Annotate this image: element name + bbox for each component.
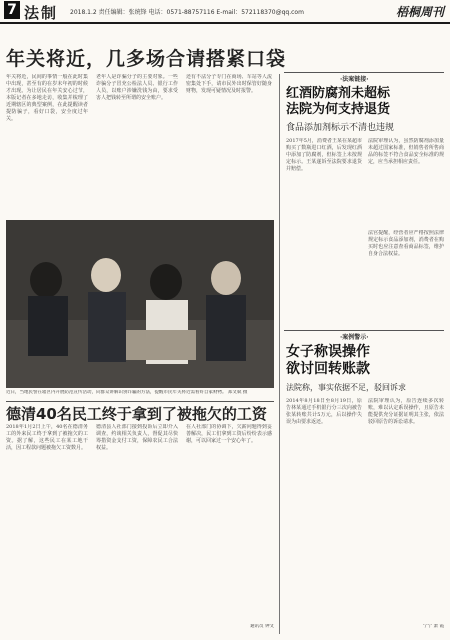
bottom-story-col2: 德清县人社部门接到投诉后立即介入调查，约谈相关负责人，督促其尽快筹措资金支付工资，保障农民工合法权益。 xyxy=(96,424,178,451)
right-bottom-headline: 女子称误操作 欲讨回转账款 xyxy=(286,344,370,377)
right-bottom-subhead: 法院称，事实依据不足，驳回诉求 xyxy=(286,383,406,392)
main-story-col3: 还有不法分子专门在商场、车站等人流密集处下手，请市民外出时保管好随身财物，发现可疑情况及时报警。 xyxy=(186,74,272,94)
bottom-story-col3: 在人社部门的协调下，欠薪问题得到妥善解决，民工们拿到工资后纷纷表示感谢，可以回家过一个安心年了。 xyxy=(186,424,272,444)
main-story-col2: 老年人是诈骗分子的主要对象。一些诈骗分子冒充公检法人员、银行工作人员，以账户涉嫌洗钱为由，要求受害人把钱转至所谓的安全账户。 xyxy=(96,74,178,101)
main-headline: 年关将近，几多场合请搭紧口袋 xyxy=(6,48,287,70)
page-number: 7 xyxy=(4,1,20,19)
photo-caption: 近日，当地民警在辖区内开展防范宣传活动，向群众讲解识别诈骗的方法，提醒市民年关将近需看好自家财物。 郑文斌 摄 xyxy=(6,390,248,395)
right-top-rule xyxy=(284,72,444,73)
bottom-headline: 德清40名民工终于拿到了被拖欠的工资 xyxy=(6,405,267,423)
right-bottom-col1: 2014年8月18日至8月19日，原告林某通过手机银行分三次向被告张某转账共计5万元，后以操作失误为由要求返还。 xyxy=(286,398,362,425)
section-name: 法制 xyxy=(24,4,59,22)
bottom-divider xyxy=(6,401,274,402)
right-top-subhead: 食品添加剂标示不清也违规 xyxy=(286,123,395,133)
right-bottom-col2: 法院审理认为，原告连续多次转账，难以认定系误操作，且原告未能提供充分证据证明其主张，依法驳回原告的诉讼请求。 xyxy=(368,398,444,425)
right-bottom-rule xyxy=(284,330,444,331)
photo-scene-image xyxy=(6,220,274,388)
column-separator xyxy=(279,74,280,634)
right-bottom-section-tag: ·案例警示· xyxy=(340,334,369,341)
right-top-headline: 红酒防腐剂未超标 法院为何支持退货 xyxy=(286,86,391,117)
main-story-col1: 年关将近，民间的事情一般在此时集中出现，甚至有的在岁末年初的时候才出现。为让居民在年关安心过节，本版记者在多地走访，收集并梳理了近期辖区的典型案例，在此提醒读者提防骗子，看好口袋，安全度过年关。 xyxy=(6,74,88,122)
right-top-col3: 法官提醒，经营者应严格按照法律规定标示食品添加剂，消费者在购买时也应注意查看商品标签，维护自身合法权益。 xyxy=(368,230,444,257)
bottom-byline: 通讯员 钟文 xyxy=(250,624,274,629)
masthead: 梧桐周刊 xyxy=(395,5,444,19)
right-bottom-byline: 宁宁 萧 霞 xyxy=(423,624,444,629)
news-photo xyxy=(6,220,274,388)
bottom-story-col1: 2018年1月2日上午，40名在德清务工的外来民工终于拿到了被拖欠的工资。据了解，这些民工在某工地干活，因工程款问题被拖欠工资数月。 xyxy=(6,424,88,451)
right-top-col2: 法院审理认为，虽然防腐剂添加量未超过国家标准，但销售者所售商品的标签不符合食品安全标准的规定，应当承担相应责任。 xyxy=(368,138,444,165)
page-meta: 2018.1.2 责任编辑：张统锋 电话：0571-88757116 E-mail：572118370@qq.com xyxy=(70,9,304,16)
right-top-col1: 2017年5月，消费者王某在某超市购买了数瓶进口红酒，后发现红酒中添加了防腐剂，但标签上未按规定标示。王某遂诉至法院要求退货并赔偿。 xyxy=(286,138,362,172)
right-top-section-tag: ·法案链接· xyxy=(340,76,369,83)
